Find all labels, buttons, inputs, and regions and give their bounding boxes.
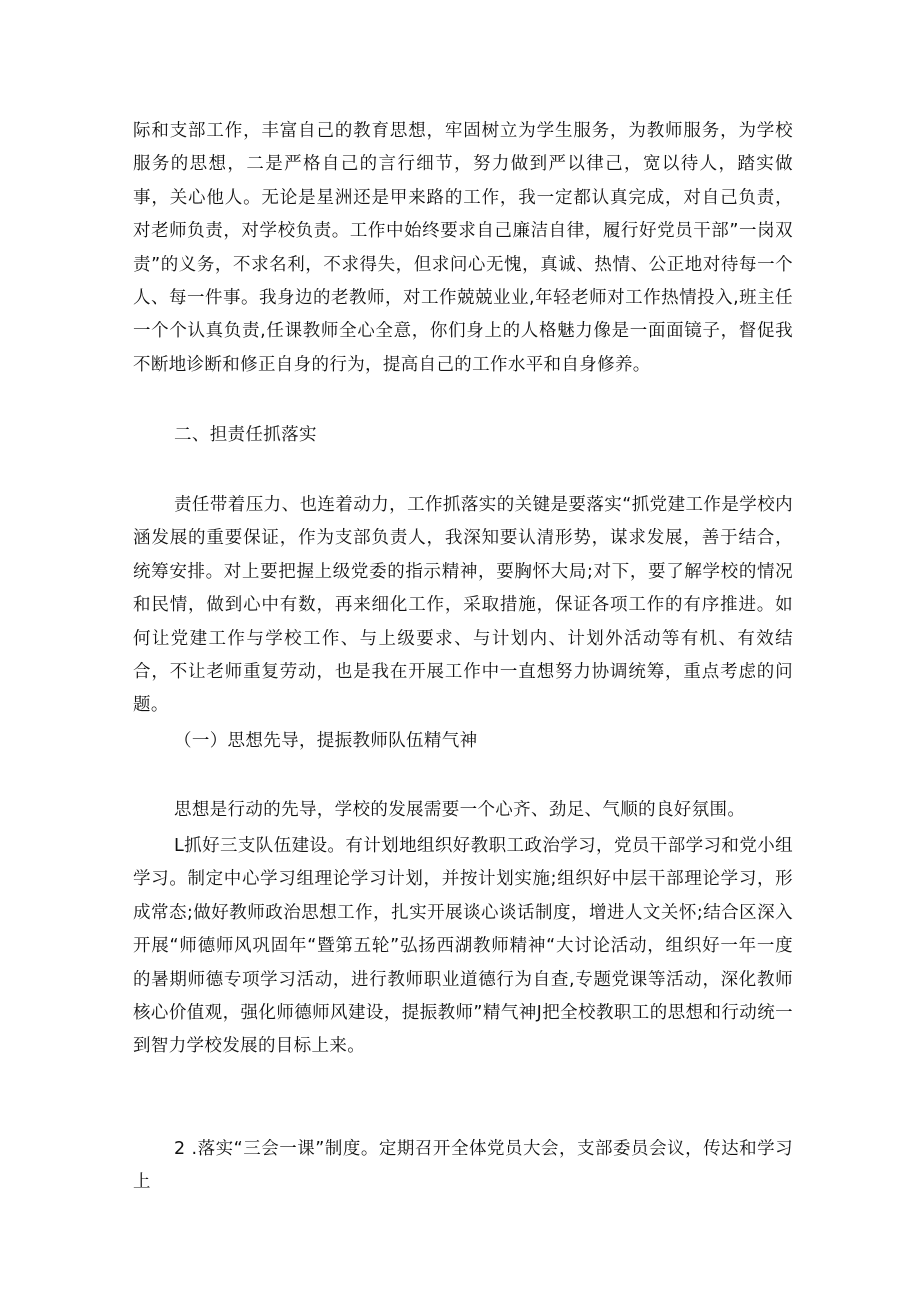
list-item-paragraph: L抓好三支队伍建设。有计划地组织好教职工政治学习，党员干部学习和党小组学习。制定中心学习组理论学习计划，并按计划实施;组织好中层干部理论学习，形成常态;做好教师政治思想工作，扎实开展谈心谈话制度，增进人文关怀;结合区深入开展“师德师风巩固年“暨第五轮”弘扬西湖教师精神“大讨论活动，组织好一年一度的暑期师德专项学习活动，进行教师职业道德行为自查,专题党课等活动，深化教师核心价值观，强化师德师风建设，提振教师”精气神J把全校教职工的思想和行动统一到智力学校发展的目标上来。 <box>133 836 793 1057</box>
body-paragraph: 际和支部工作，丰富自己的教育思想，牢固树立为学生服务，为教师服务，为学校服务的思想，二是严格自己的言行细节，努力做到严以律己，宽以待人，踏实做事，关心他人。无论是星洲还是甲来路的工作，我一定都认真完成，对自己负责，对老师负责，对学校负责。工作中始终要求自己廉洁自律，履行好党员干部”一岗双责”的义务，不求名利，不求得失，但求问心无愧，真诚、热情、公正地对待每一个人、每一件事。我身边的老教师，对工作兢兢业业,年轻老师对工作热情投入,班主任一个个认真负责,任课教师全心全意，你们身上的人格魅力像是一面面镜子，督促我不断地诊断和修正自身的行为，提高自己的工作水平和自身修养。 <box>133 121 793 375</box>
body-paragraph: 思想是行动的先导，学校的发展需要一个心齐、劲足、气顺的良好氛围。 <box>174 800 746 820</box>
body-paragraph: 责任带着压力、也连着动力，工作抓落实的关键是要落实“抓党建工作是学校内涵发展的重要保证，作为支部负责人，我深知要认清形势，谋求发展，善于结合，统筹安排。对上要把握上级党委的指示精神，要胸怀大局;对下，要了解学校的情况和民情，做到心中有数，再来细化工作，采取措施，保证各项工作的有序推进。如何让党建工作与学校工作、与上级要求、与计划内、计划外活动等有机、有效结合，不让老师重复劳动，也是我在开展工作中一直想努力协调统筹，重点考虑的问题。 <box>133 495 793 716</box>
list-item-paragraph: 2 .落实“三会一课”制度。定期召开全体党员大会，支部委员会议，传达和学习上 <box>133 1139 793 1193</box>
section-heading: 二、担责任抓落实 <box>174 425 317 445</box>
subsection-heading: （一）思想先导，提振教师队伍精气神 <box>174 731 478 751</box>
